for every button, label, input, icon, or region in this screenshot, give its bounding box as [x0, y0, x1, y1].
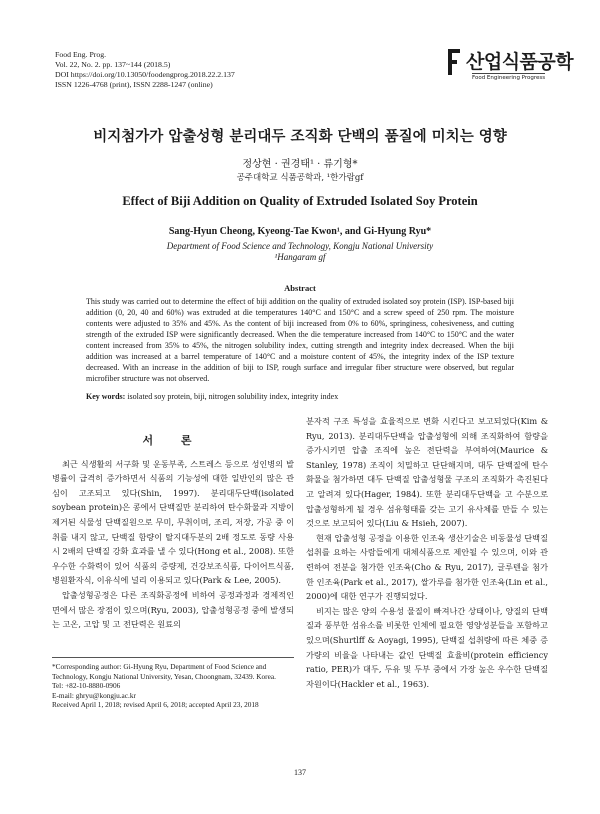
right-column — [306, 414, 548, 691]
abstract-body: This study was carried out to determine the effect of biji addition on the quality of extruded isolated soy protein (ISP). ISP-based biji addition (0, 20, 40 and 60%) was extruded at die temperatures 140°C and 150°C and a screw speed of 250 rpm. The moisture contents were adjusted to 35% and 45%. As the content of biji increased from 0% to 60%, springiness, cohesiveness, and cutting strength of the extruded ISP were significantly decreased. When the die temperature increased from 140°C to 150°C and the water content increased from 35% to 45%, the nitrogen solubility index, cutting strength and integrity index decreased. When the biji addition was increased at a barrel temperature of 140°C and a moisture content of 45%, the integrity index of the ISP texture decreased. With an increase in the addition of biji to ISP, rough surface and irregular fiber structure were observed, but regular microfiber structure was not observed. — [86, 297, 514, 383]
journal-volume: Vol. 22, No. 2. pp. 137~144 (2018.5) — [55, 60, 171, 69]
authors-korean: 정상현 · 권경태¹ · 류기형* — [242, 159, 358, 170]
left-column — [52, 420, 294, 632]
authors-english: Sang-Hyun Cheong, Kyeong-Tae Kwon¹, and Gi-Hyung Ryu* — [168, 226, 432, 237]
body-paragraph: 최근 식생활의 서구화 및 운동부족, 스트레스 등으로 성인병의 발병률이 급격히 증가하면서 식품의 기능성에 대한 일반인의 많은 관심이 고조되고 있다(Shin, 1997). 분리대두단백(isolated soybean protein)은 콩에서 단백질만 분리하여 탄수화물과 지방이 제거된 식물성 단백질원으로 무미, 무취이며, 조리, 저장, 가공 중 이취를 내지 않고, 단백질 함량이 탈지대두분의 2배 정도로 동량 사용 시 2배의 단백질 강화 효과를 낼 수 있다(Hong et al., 2008). 또한 우수한 수화력이 있어 식품의 증량제, 건강보조식품, 다이어트식품, 병원환자식, 이유식에 널리 이용되고 있다(Park & Lee, 2005). — [52, 458, 294, 586]
logo-mark-icon — [448, 49, 462, 75]
keywords-label: Key words: — [86, 392, 126, 401]
journal-issn: ISSN 1226-4768 (print), ISSN 2288-1247 (online) — [55, 80, 213, 89]
section-heading-introduction: 서 론 — [142, 434, 204, 447]
body-paragraph: 압출성형공정은 다른 조직화공정에 비하여 공정과정과 경제적인 면에서 많은 장점이 있으며(Ryu, 2003), 압출성형공정 중에 발생되는 고온, 고압 및 고 전단력은 원료의 — [52, 589, 294, 630]
affiliation-english-line1: Department of Food Science and Technology, Kongju National University — [166, 241, 434, 251]
affiliation-english-line2: ¹Hangaram gf — [274, 252, 326, 262]
title-english: Effect of Biji Addition on Quality of Extruded Isolated Soy Protein — [122, 194, 478, 208]
page-number: 137 — [294, 768, 306, 777]
title-korean: 비지첨가가 압출성형 분리대두 조직화 단백의 품질에 미치는 영향 — [93, 129, 507, 145]
footnote-email: E-mail: ghryu@kongju.ac.kr — [52, 690, 136, 700]
affiliation-english — [0, 241, 600, 263]
logo-title: 산업식품공학 — [466, 51, 574, 73]
abstract-heading: Abstract — [284, 283, 316, 293]
journal-doi: DOI https://doi.org/10.13050/foodengprog.2018.22.2.137 — [55, 70, 235, 79]
body-paragraph: 현재 압출성형 공정을 이용한 인조육 생산기술은 비동물성 단백질 섭취를 요하는 사람들에게 대체식품으로 제안될 수 있으며, 이와 관련하여 전분을 첨가한 인조육(Cho & Ryu, 2017), 글루텐을 첨가한 인조육(Park et al., 2017), 쌀가루를 첨가한 인조육(Lin et al., 2000)에 대한 연구가 진행되었다. — [306, 532, 548, 602]
affiliation-korean: 공주대학교 식품공학과, ¹한가람gf — [236, 173, 364, 183]
journal-logo — [448, 47, 574, 87]
footnote-author: *Corresponding author: Gi-Hyung Ryu, Department of Food Science and Technology, Kongju National University, Yesan, Choongnam, 32439. Korea. — [52, 662, 276, 681]
footnote-tel: Tel: +82-10-8880-0906 — [52, 681, 121, 691]
logo-subtitle: Food Engineering Progress — [472, 75, 546, 81]
journal-name: Food Eng. Prog. — [55, 50, 107, 59]
footnote-dates: Received April 1, 2018; revised April 6, 2018; accepted April 23, 2018 — [52, 700, 259, 710]
body-paragraph: 비지는 많은 양의 수용성 물질이 빠져나간 상태이나, 양질의 단백질과 풍부한 섬유소를 비롯한 인체에 필요한 영양성분들을 포함하고 있으며(Shurtlff & Aoyagi, 1995), 단백질 섭취량에 따른 체중 증가량의 비율을 나타내는 값인 단백질 효율비(protein efficiency ratio, PER)가 대두, 두유 및 두부 중에서 가장 높은 우수한 단백질 자원이다(Hackler et al., 1963). — [306, 605, 548, 689]
journal-info — [55, 50, 235, 90]
keywords-list: isolated soy protein, biji, nitrogen solubility index, integrity index — [127, 392, 339, 401]
corresponding-author-footnote — [52, 657, 294, 710]
keywords — [86, 392, 514, 401]
body-paragraph: 분자적 구조 특성을 효율적으로 변화 시킨다고 보고되었다(Kim & Ryu, 2013). 분리대두단백을 압출성형에 의해 조직화하여 함량을 증가시키면 압출 조직에 높은 전단력을 부여하여(Maurice & Stanley, 1978) 조직이 치밀하고 단단해지며, 대두 단백질에 탄수화물을 첨가하면 대두 단백질 압출성형물 구조의 조직화가 촉진된다고 알려져 있다(Hager, 1984). 또한 분리대두단백을 고 수분으로 압출성형하게 될 경우 섬유형태를 갖는 고기 유사체를 만들 수 있는 것으로 보고되어 있다(Liu & Hsieh, 2007). — [306, 416, 548, 529]
